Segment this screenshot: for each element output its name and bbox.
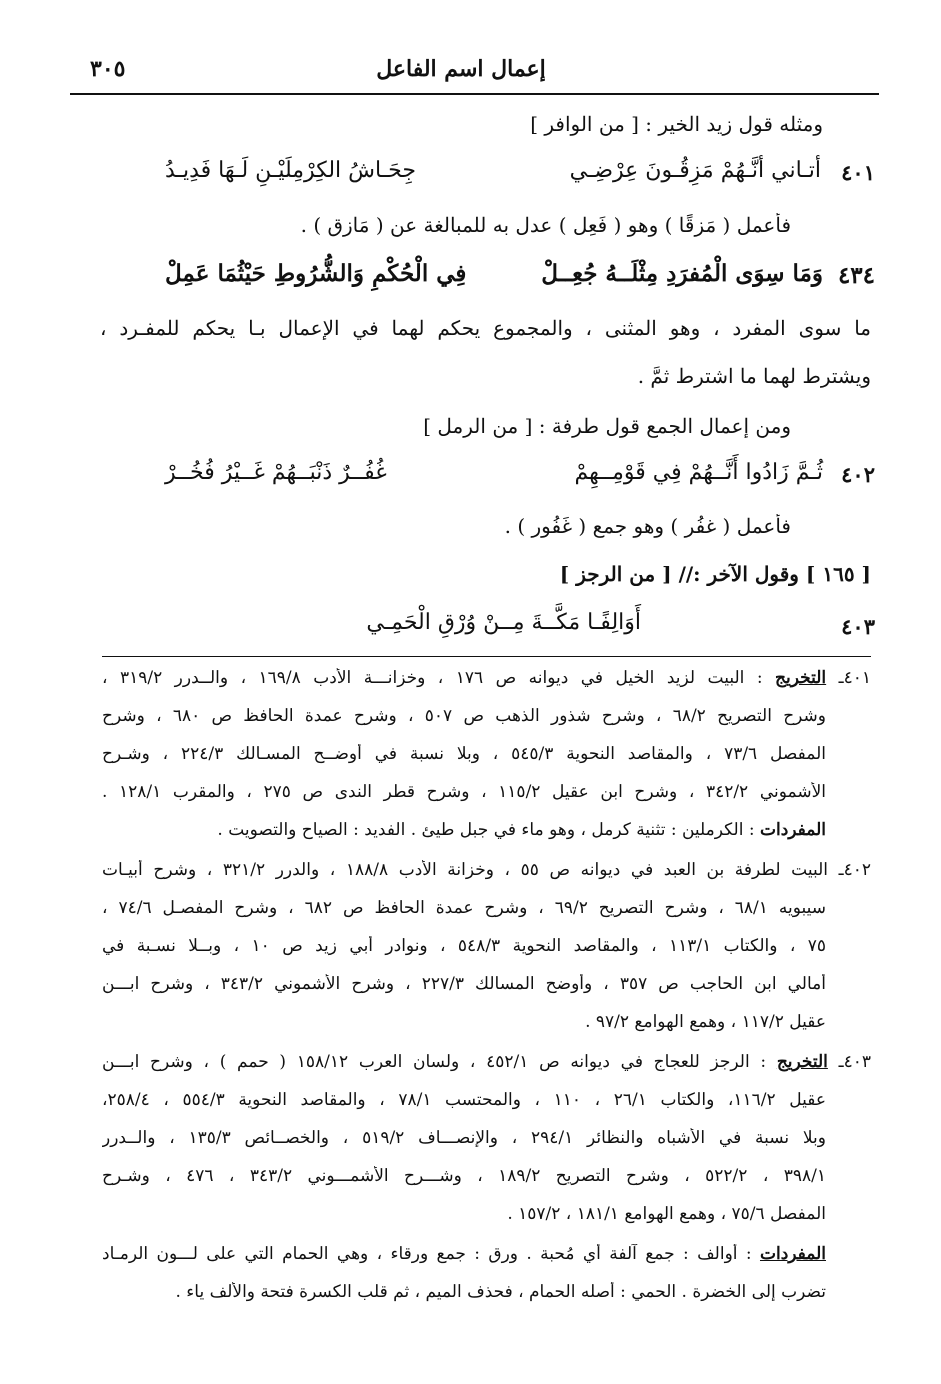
verse-402-hemistich-1: ثُـمَّ زَادُوا أَنَّــهُمْ فِي قَوْمِــهِمْ — [574, 460, 823, 485]
intro-403: [ ١٦٥ ] وقول الآخر :// [ من الرجز ] — [559, 562, 871, 586]
alfiya-hemistich-2: فِي الْحُكْمِ وَالشُّرُوطِ حَيْثُمَا عَمِلْ — [165, 260, 467, 287]
footnote-403-text: : الرجز للعجاج في ديوانه ص ٤٥٢/١ ، ولسان العرب ١٥٨/١٢ ( حمم ) ، وشرح ابـــن — [102, 1052, 767, 1072]
footnote-402-line-1 — [102, 860, 871, 880]
footnote-402-number: ٤٠٢ـ — [838, 860, 871, 880]
footnote-401-mufradat-text: : الكرملين : تثنية كرمل ، وهو ماء في جبل طيئ . الفديد : الصياح والتصويت . — [217, 820, 755, 840]
intro-401: ومثله قول زيد الخير : [ من الوافر ] — [530, 112, 823, 136]
explanation-line-1: ما سوى المفرد ، وهو المثنى ، والمجموع يحكم لهما في الإعمال بـا يحكم للمفـرد ، — [100, 316, 871, 340]
footnote-402-line-4: أمالي ابن الحاجب ص ٣٥٧ ، وأوضح المسالك ٢٢٧/٣ ، وشرح الأشموني ٣٤٣/٢ ، وشرح ابـــن — [102, 974, 826, 994]
footnote-403-line-5: المفصل ٧٥/٦ ، وهمع الهوامع ١٨١/١ ، ١٥٧/٢ . — [507, 1204, 826, 1224]
footnote-403-line-4: ٣٩٨/١ ، ٥٢٢/٢ ، وشرح التصريح ١٨٩/٢ ، وشـــرح الأشمـــوني ٣٤٣/٢ ، ٤٧٦ ، وشـرح — [102, 1166, 826, 1186]
verse-402-hemistich-2: غُفُــرٌ ذَنْبَــهُمْ غَــيْرُ فُخُــرْ — [165, 460, 387, 485]
alfiya-hemistich-1: وَمَا سِوَى الْمُفرَدِ مِثْلَــهُ جُعِــلْ — [541, 260, 823, 287]
footnote-401-line-3: المفصل ٧٣/٦ ، والمقاصد النحوية ٥٤٥/٣ ، وبلا نسبة في أوضــح المسـالك ٢٢٤/٣ ، وشـرح — [102, 744, 826, 764]
footnote-403-mufradat-text: : أوالف : جمع آلفة أي مُحبة . ورق : جمع ورقاء ، وهي الحمام التي على لـــون الرمـاد — [102, 1244, 752, 1264]
footnote-402-line-2: سيبويه ٦٨/١ ، وشرح التصريح ٦٩/٢ ، وشرح عمدة الحافظ ص ٦٨٢ ، وشرح المفصـل ٧٤/٦ ، — [102, 898, 826, 918]
footnote-rule — [102, 656, 871, 657]
header-rule — [70, 93, 879, 95]
verse-401-hemistich-1: أتـاني أنَّـهُمْ مَزِقُـونَ عِرْضِـي — [569, 158, 821, 183]
note-401: فأعمل ( مَزِقًا ) وهو ( فَعِل ) عدل به للمبالغة عن ( مَازِق ) . — [300, 213, 791, 237]
footnote-401-line-1 — [102, 668, 871, 688]
footnote-401-label: التخريج — [775, 668, 827, 688]
page-number: ٣٠٥ — [90, 56, 126, 82]
footnote-402-line-3: ٧٥ ، والكتاب ١١٣/١ ، والمقاصد النحوية ٥٤٨/٣ ، ونوادر أبي زيد ص ١٠ ، وبــلا نسـبة في — [102, 936, 826, 956]
footnote-403-line-3: وبلا نسبة في الأشباه والنظائر ٢٩٤/١ ، والإنصـــاف ٥١٩/٢ ، والخصــائص ١٣٥/٣ ، والــدرر — [102, 1128, 826, 1148]
verse-number-403: ٤٠٣ — [841, 614, 875, 639]
footnote-401-text: : البيت لزيد الخيل في ديوانه ص ١٧٦ ، وخزانـــة الأدب ١٦٩/٨ ، والــدرر ٣١٩/٢ ، — [102, 668, 763, 688]
footnote-402-text: البيت لطرفة بن العبد في ديوانه ص ٥٥ ، وخزانة الأدب ١٨٨/٨ ، والدرر ٣٢١/٢ ، وشرح أبيـات — [102, 860, 829, 880]
footnote-403-mufradat-line-1 — [102, 1244, 826, 1264]
footnote-403-line-1 — [102, 1052, 871, 1072]
footnote-401-number: ٤٠١ـ — [838, 668, 871, 688]
footnote-403-number: ٤٠٣ـ — [838, 1052, 871, 1072]
explanation-line-2: ويشترط لهما ما اشترط ثمَّ . — [637, 364, 871, 388]
footnote-403-mufradat-line-2: تضرب إلى الخضرة . الحمي : أصله الحمام ، فحذف الميم ، ثم قلب الكسرة فتحة والألف ياء . — [175, 1282, 826, 1302]
footnote-401-mufradat — [102, 820, 826, 840]
intro-402: ومن إعمال الجمع قول طرفة : [ من الرمل ] — [423, 414, 791, 438]
footnote-401-mufradat-label: المفردات — [759, 820, 826, 840]
verse-number-402: ٤٠٢ — [841, 462, 875, 487]
footnote-403-line-2: عقيل ١١٦/٢، والكتاب ٢٦/١ ، ١١٠ ، والمحتسب ٧٨/١ ، والمقاصد النحوية ٥٥٤/٣ ، ٢٥٨/٤، — [102, 1090, 826, 1110]
verse-401-hemistich-2: جِحَـاشُ الكِرْمِلَيْـنِ لَـهَا فَدِيـدُ — [165, 158, 416, 183]
footnote-401-line-2: وشرح التصريح ٦٨/٢ ، وشرح شذور الذهب ص ٥٠٧ ، وشرح عمدة الحافظ ص ٦٨٠ ، وشرح — [102, 706, 826, 726]
footnote-403-label: التخريج — [776, 1052, 828, 1072]
footnote-402-line-5: عقيل ١١٧/٢ ، وهمع الهوامع ٩٧/٢ . — [585, 1012, 826, 1032]
alfiya-number: ٤٣٤ — [837, 262, 875, 289]
footnote-403-mufradat-label: المفردات — [759, 1244, 826, 1264]
verse-number-401: ٤٠١ — [841, 160, 875, 185]
footnote-401-line-4: الأشموني ٣٤٢/٢ ، وشرح ابن عقيل ١١٥/٢ ، وشرح قطر الندى ص ٢٧٥ ، والمقرب ١٢٨/١ . — [102, 782, 826, 802]
running-title: إعمال اسم الفاعل — [376, 56, 546, 82]
verse-403-hemistich-1: أَوَالِفًـا مَكَّــةَ مِــنْ وُرْقِ الْحَمِـي — [366, 610, 641, 635]
note-402: فأعمل ( غفُر ) وهو جمع ( غَفُور ) . — [504, 514, 791, 538]
